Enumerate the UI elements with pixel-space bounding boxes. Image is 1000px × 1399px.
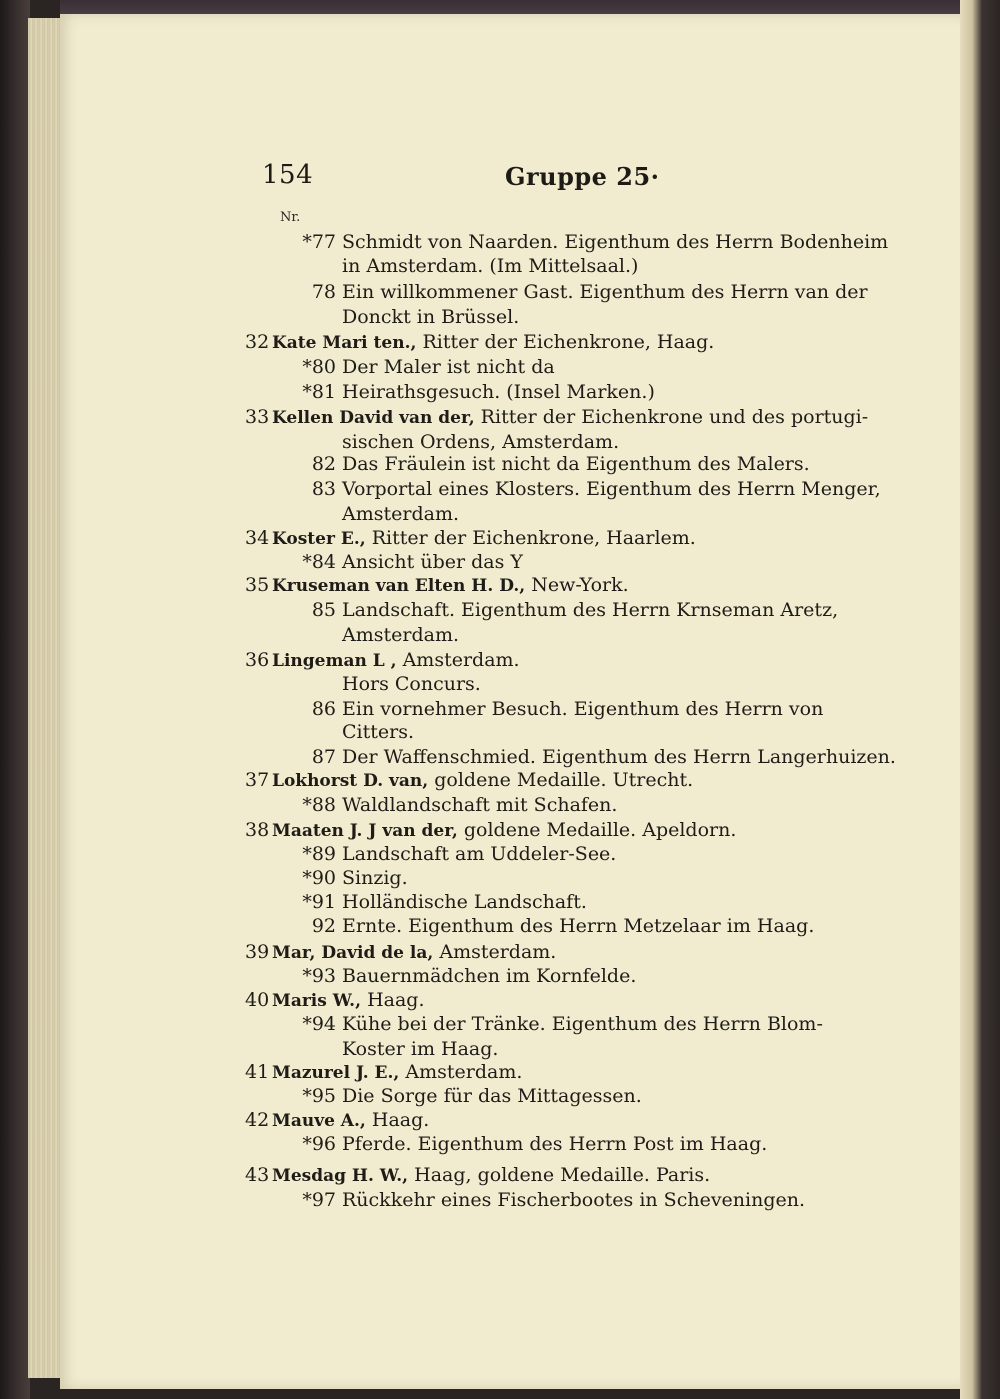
work-text: Amsterdam. xyxy=(342,503,459,525)
catalog-line xyxy=(302,1012,823,1036)
artist-name: Kellen David van der, xyxy=(272,408,475,428)
work-text: in Amsterdam. (Im Mittelsaal.) xyxy=(342,255,639,277)
work-text: Donckt in Brüssel. xyxy=(342,306,520,328)
work-text: Ansicht über das Y xyxy=(342,551,523,573)
work-text: Landschaft am Uddeler-See. xyxy=(342,843,617,865)
work-number: *88 xyxy=(302,794,336,816)
artist-details: Ritter der Eichenkrone, Haag. xyxy=(416,331,715,353)
catalog-line xyxy=(342,430,619,454)
artist-name: Mauve A., xyxy=(272,1111,366,1131)
artist-details: Amsterdam. xyxy=(399,1061,523,1083)
catalog-line xyxy=(245,330,714,355)
catalog-line xyxy=(342,305,519,329)
catalog-line xyxy=(302,890,587,914)
work-text: Hors Concurs. xyxy=(342,673,481,695)
work-number: 86 xyxy=(311,698,336,720)
artist-details: Haag. xyxy=(361,989,425,1011)
artist-name: Maris W., xyxy=(272,991,362,1011)
catalog-line xyxy=(342,254,638,278)
artist-name: Kruseman van Elten H. D., xyxy=(272,576,526,596)
catalog-line xyxy=(311,598,839,622)
work-text: Die Sorge für das Mittagessen. xyxy=(342,1085,642,1107)
artist-name: Mesdag H. W., xyxy=(272,1166,409,1186)
work-number: *89 xyxy=(302,843,336,865)
catalog-line xyxy=(342,623,459,647)
artist-number: 38 xyxy=(245,819,270,841)
work-number: 78 xyxy=(311,281,336,303)
catalog-line xyxy=(245,573,629,598)
work-text: Ein willkommener Gast. Eigenthum des Herrn van der xyxy=(342,281,868,303)
work-number: *91 xyxy=(302,891,336,913)
work-text: Kühe bei der Tränke. Eigenthum des Herrn Blom- xyxy=(342,1013,823,1035)
artist-name: Mazurel J. E., xyxy=(272,1063,400,1083)
catalog-line xyxy=(245,526,696,551)
artist-number: 36 xyxy=(245,649,270,671)
running-title: Gruppe 25· xyxy=(505,162,660,191)
artist-name: Kate Mari ten., xyxy=(272,333,417,353)
work-text: Waldlandschaft mit Schafen. xyxy=(342,794,618,816)
work-number: 85 xyxy=(311,599,336,621)
work-text: Das Fräulein ist nicht da Eigenthum des Malers. xyxy=(342,453,810,475)
artist-details: Haag. xyxy=(365,1109,430,1131)
work-number: *84 xyxy=(302,551,336,573)
catalog-line xyxy=(311,452,810,476)
work-text: Der Waffenschmied. Eigenthum des Herrn Langerhuizen. xyxy=(342,746,896,768)
artist-details: goldene Medaille. Utrecht. xyxy=(428,769,694,791)
catalog-line xyxy=(342,1037,498,1061)
catalog-line xyxy=(302,355,555,379)
artist-details: New-York. xyxy=(525,574,629,596)
catalog-line xyxy=(245,1060,522,1085)
catalog-line xyxy=(245,988,425,1013)
work-text: Ein vornehmer Besuch. Eigenthum des Herrn von xyxy=(342,698,824,720)
work-number: *93 xyxy=(302,965,336,987)
work-text: Vorportal eines Klosters. Eigenthum des Herrn Menger, xyxy=(342,478,881,500)
catalog-line xyxy=(342,672,481,696)
work-number: 82 xyxy=(311,453,336,475)
artist-number: 43 xyxy=(245,1164,270,1186)
catalog-line xyxy=(302,793,618,817)
artist-details: Amsterdam. xyxy=(433,941,557,963)
catalog-line xyxy=(302,866,408,890)
work-text: Rückkehr eines Fischerbootes in Scheveningen. xyxy=(342,1189,806,1211)
catalog-line xyxy=(302,1188,806,1212)
artist-number: 42 xyxy=(245,1109,270,1131)
work-number: *80 xyxy=(302,356,336,378)
artist-number: 35 xyxy=(245,574,270,596)
work-text: Citters. xyxy=(342,721,415,743)
artist-name: Koster E., xyxy=(272,529,366,549)
artist-name: Maaten J. J van der, xyxy=(272,821,458,841)
catalog-line xyxy=(311,745,896,769)
work-number: *77 xyxy=(302,231,336,253)
catalog-line xyxy=(245,1108,429,1133)
work-text: Landschaft. Eigenthum des Herrn Krnseman Aretz, xyxy=(342,599,839,621)
artist-details: Amsterdam. xyxy=(396,649,520,671)
catalog-line xyxy=(245,818,736,843)
work-text: Der Maler ist nicht da xyxy=(342,356,555,378)
catalog-line xyxy=(311,280,868,304)
catalog-line xyxy=(311,914,815,938)
nr-label: Nr. xyxy=(280,210,301,225)
catalog-line xyxy=(302,964,637,988)
work-number: *90 xyxy=(302,867,336,889)
artist-details: Ritter der Eichenkrone und des portugi- xyxy=(474,406,869,428)
work-text: sischen Ordens, Amsterdam. xyxy=(342,431,620,453)
book-cover-right xyxy=(960,0,1000,1399)
work-text: Sinzig. xyxy=(342,867,408,889)
catalog-line xyxy=(245,405,868,430)
page-edges xyxy=(28,18,64,1378)
catalog-line xyxy=(245,1163,710,1188)
artist-number: 37 xyxy=(245,769,270,791)
catalog-line xyxy=(302,1084,642,1108)
catalog-line xyxy=(302,1132,768,1156)
catalog-line xyxy=(302,380,655,404)
work-number: 92 xyxy=(311,915,336,937)
work-number: *96 xyxy=(302,1133,336,1155)
work-text: Schmidt von Naarden. Eigenthum des Herrn Bodenheim xyxy=(342,231,889,253)
catalog-line xyxy=(245,768,693,793)
work-text: Koster im Haag. xyxy=(342,1038,499,1060)
artist-number: 39 xyxy=(245,941,270,963)
artist-number: 34 xyxy=(245,527,270,549)
artist-details: goldene Medaille. Apeldorn. xyxy=(457,819,737,841)
artist-name: Mar, David de la, xyxy=(272,943,434,963)
catalog-line xyxy=(342,720,414,744)
artist-details: Ritter der Eichenkrone, Haarlem. xyxy=(365,527,696,549)
work-text: Ernte. Eigenthum des Herrn Metzelaar im Haag. xyxy=(342,915,815,937)
artist-number: 41 xyxy=(245,1061,270,1083)
catalog-line xyxy=(302,842,617,866)
artist-name: Lingeman L , xyxy=(272,651,397,671)
work-text: Amsterdam. xyxy=(342,624,459,646)
work-text: Bauernmädchen im Kornfelde. xyxy=(342,965,637,987)
work-text: Pferde. Eigenthum des Herrn Post im Haag. xyxy=(342,1133,768,1155)
artist-name: Lokhorst D. van, xyxy=(272,771,429,791)
artist-details: Haag, goldene Medaille. Paris. xyxy=(408,1164,711,1186)
catalog-line xyxy=(311,697,824,721)
catalog-line xyxy=(245,648,520,673)
work-number: 83 xyxy=(311,478,336,500)
work-text: Heirathsgesuch. (Insel Marken.) xyxy=(342,381,655,403)
page-number: 154 xyxy=(262,160,314,190)
artist-number: 33 xyxy=(245,406,270,428)
artist-number: 32 xyxy=(245,331,270,353)
catalog-line xyxy=(311,477,881,501)
artist-number: 40 xyxy=(245,989,270,1011)
catalog-line xyxy=(245,940,556,965)
work-number: *95 xyxy=(302,1085,336,1107)
work-number: *97 xyxy=(302,1189,336,1211)
work-number: 87 xyxy=(311,746,336,768)
work-number: *94 xyxy=(302,1013,336,1035)
book-cover-left xyxy=(0,0,30,1399)
work-number: *81 xyxy=(302,381,336,403)
catalog-line xyxy=(342,502,459,526)
work-text: Holländische Landschaft. xyxy=(342,891,587,913)
catalog-line xyxy=(302,550,523,574)
catalog-line xyxy=(302,230,889,254)
